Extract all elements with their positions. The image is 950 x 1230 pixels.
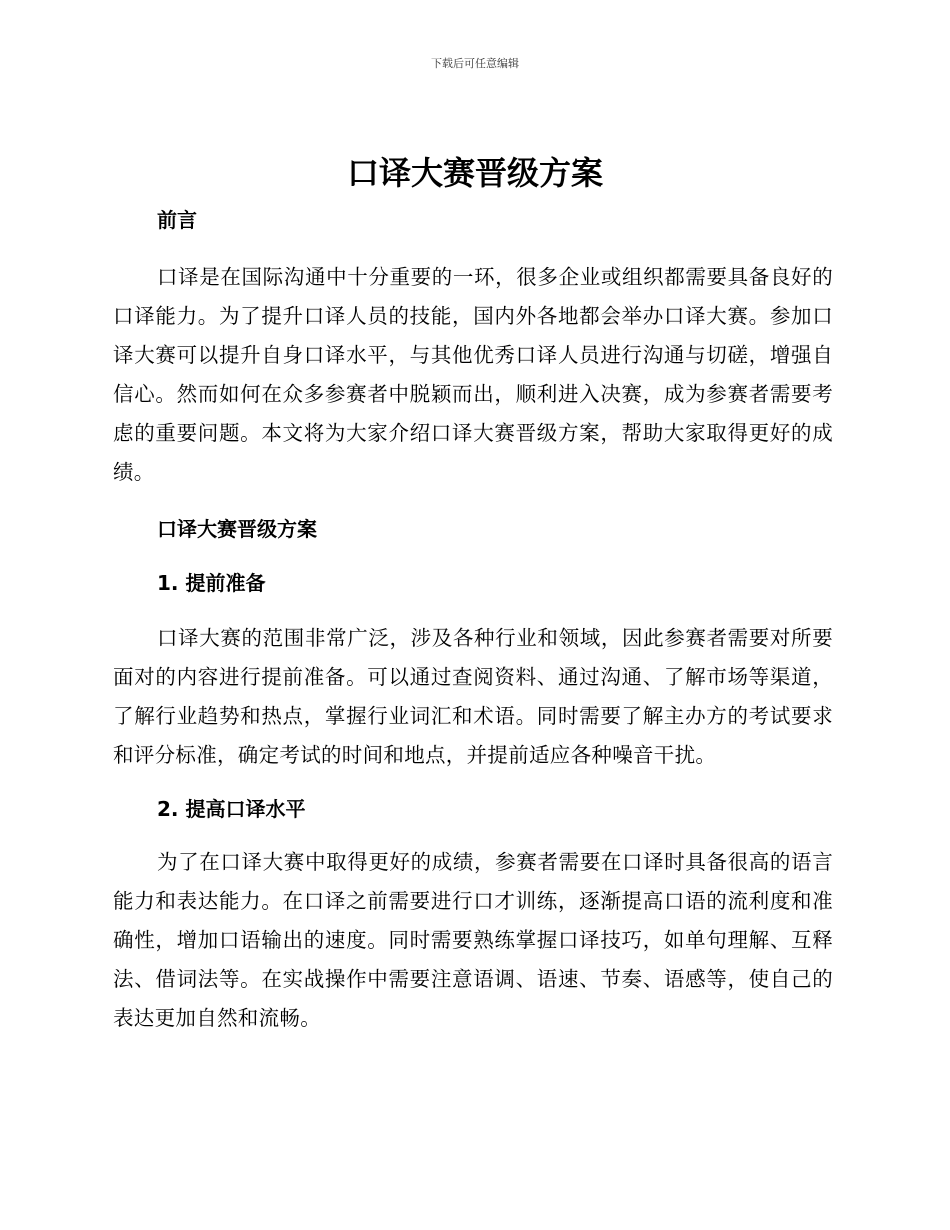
section-paragraph-preparation: 口译大赛的范围非常广泛，涉及各种行业和领域，因此参赛者需要对所要面对的内容进行提前准备。可以通过查阅资料、通过沟通、了解市场等渠道，了解行业趋势和热点，掌握行业词汇和术语。同时需要了解主办方的考试要求和评分标准，确定考试的时间和地点，并提前适应各种噪音干扰。 bbox=[113, 626, 833, 767]
preface-heading: 前言 bbox=[157, 208, 197, 232]
plan-heading: 口译大赛晋级方案 bbox=[157, 517, 317, 541]
header-note: 下载后可任意编辑 bbox=[431, 57, 519, 70]
section-heading-improve-skill: 2. 提高口译水平 bbox=[157, 797, 306, 821]
document-title: 口译大赛晋级方案 bbox=[346, 154, 603, 192]
section-heading-preparation: 1. 提前准备 bbox=[157, 571, 266, 595]
document-body bbox=[113, 200, 833, 1038]
section-paragraph-improve-skill: 为了在口译大赛中取得更好的成绩，参赛者需要在口译时具备很高的语言能力和表达能力。在口译之前需要进行口才训练，逐渐提高口语的流利度和准确性，增加口语输出的速度。同时需要熟练掌握口译技巧，如单句理解、互释法、借词法等。在实战操作中需要注意语调、语速、节奏、语感等，使自己的表达更加自然和流畅。 bbox=[113, 850, 833, 1030]
preface-paragraph: 口译是在国际沟通中十分重要的一环，很多企业或组织都需要具备良好的口译能力。为了提升口译人员的技能，国内外各地都会举办口译大赛。参加口译大赛可以提升自身口译水平，与其他优秀口译人员进行沟通与切磋，增强自信心。然而如何在众多参赛者中脱颖而出，顺利进入决赛，成为参赛者需要考虑的重要问题。本文将为大家介绍口译大赛晋级方案，帮助大家取得更好的成绩。 bbox=[113, 265, 833, 484]
